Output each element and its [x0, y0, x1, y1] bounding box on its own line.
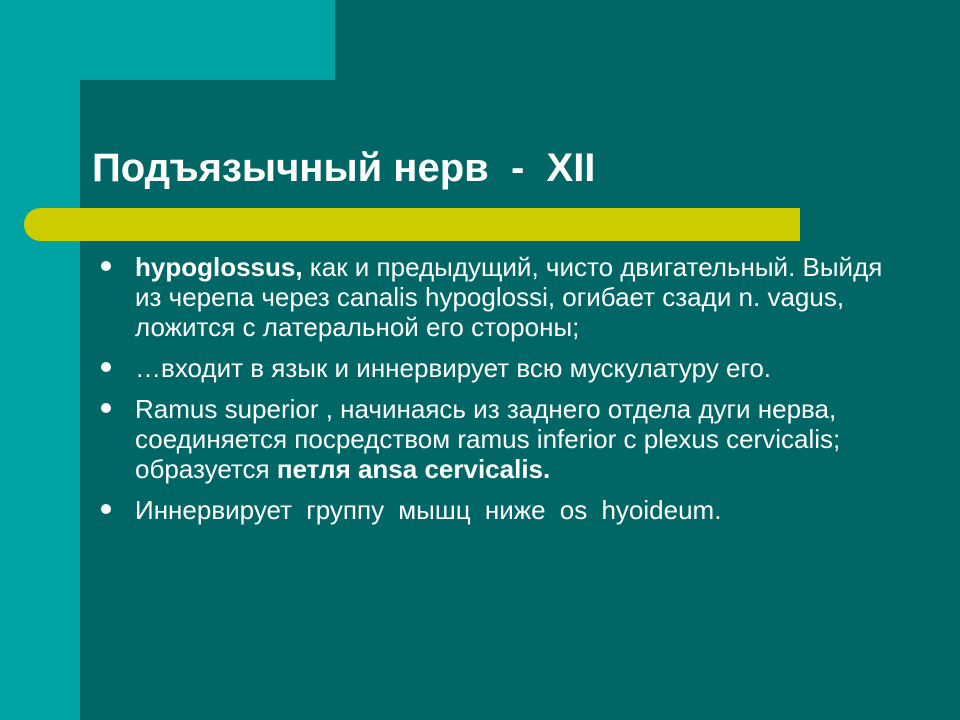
bullet-text: Ramus superior , начинаясь из заднего отдела дуги нерва, соединяется посредством ramus inferior с plexus cervicalis; образуется	[135, 394, 841, 484]
bullet-item-innervation	[100, 495, 900, 525]
bullet-text: Иннервирует группу мышц ниже os hyoideum.	[135, 495, 722, 525]
corner-decor-block	[0, 0, 335, 80]
bullet-strong-term: петля ansa cervicalis.	[276, 454, 551, 484]
bullet-text: …входит в язык и иннервирует всю мускулатуру его.	[135, 353, 772, 383]
bullet-text: как и предыдущий, чисто двигательный. Выйдя из черепа через canalis hypoglossi, огибает сзади n. vagus, ложится с латеральной его стороны;	[135, 252, 883, 342]
bullet-dot-icon	[101, 403, 111, 413]
left-decor-strip	[0, 0, 80, 720]
bullet-item-tongue	[100, 353, 900, 383]
title-accent-bar	[24, 208, 800, 241]
bullet-lead-term: hypoglossus,	[135, 252, 303, 282]
bullet-item-ramus-superior	[100, 394, 900, 484]
bullet-list	[100, 252, 900, 525]
bullet-dot-icon	[101, 362, 111, 372]
bullet-item-hypoglossus	[100, 252, 900, 342]
bullet-dot-icon	[101, 504, 111, 514]
slide-title: Подъязычный нерв - XII	[92, 146, 596, 190]
bullet-dot-icon	[101, 261, 111, 271]
